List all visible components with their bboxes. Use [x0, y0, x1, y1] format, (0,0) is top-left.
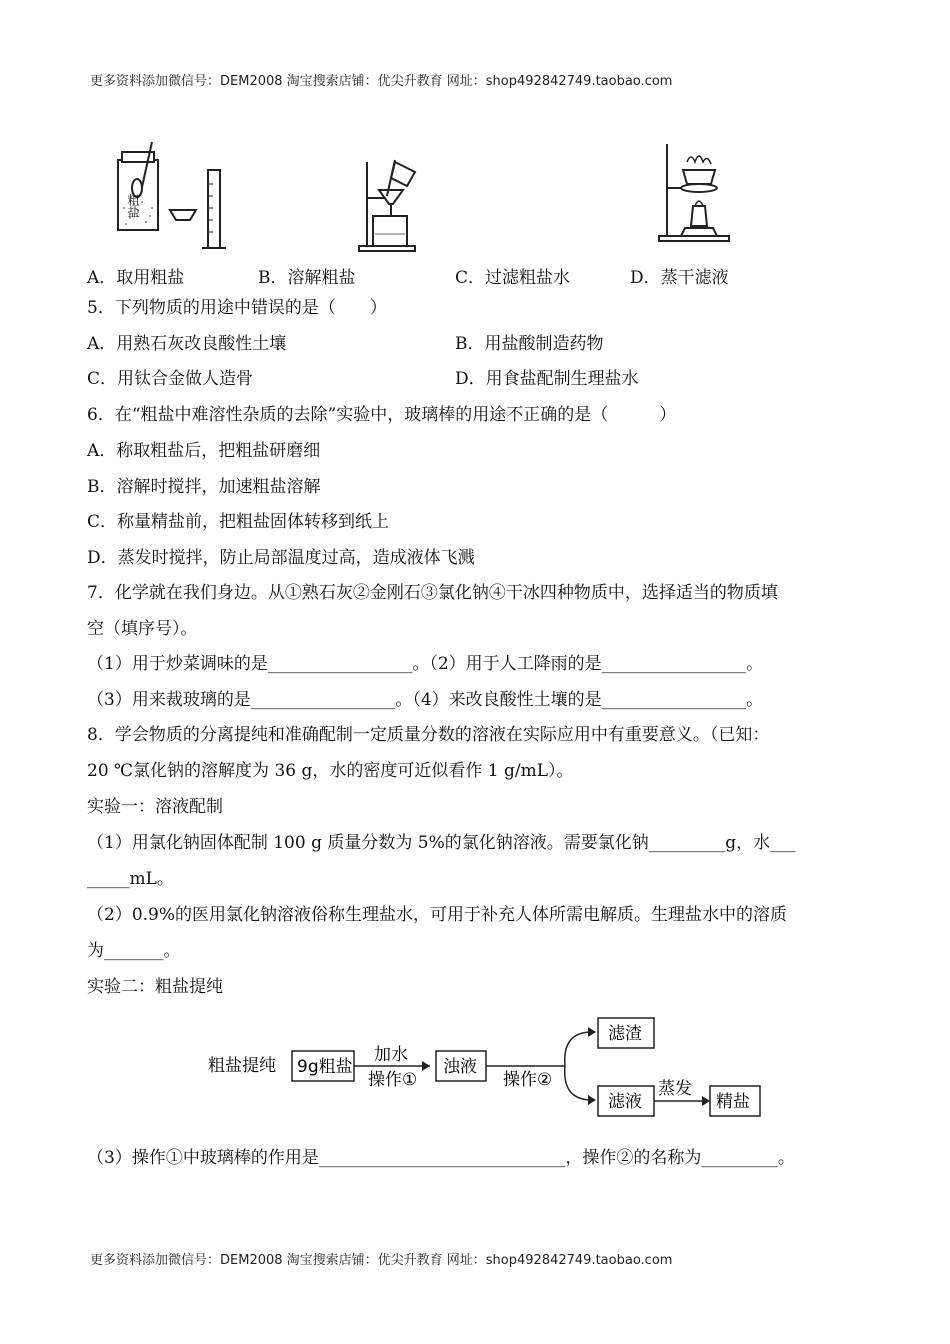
q8-part-1a: （1）用氯化钠固体配制 100 g 质量分数为 5%的氯化钠溶液。需要氯化钠_________g，水___ — [87, 833, 796, 853]
q6-stem: 6．在“粗盐中难溶性杂质的去除”实验中，玻璃棒的用途不正确的是（ ） — [87, 405, 677, 425]
flow-arrow2: 操作② — [503, 1070, 553, 1090]
q6-option-b: B．溶解时搅拌，加速粗盐溶解 — [87, 477, 321, 497]
q5-option-c: C．用钛合金做人造骨 — [87, 369, 254, 389]
q6-option-d: D．蒸发时搅拌，防止局部温度过高，造成液体飞溅 — [87, 548, 475, 568]
caption-a: A．取用粗盐 — [87, 268, 185, 288]
q5-option-a: A．用熟石灰改良酸性土壤 — [87, 334, 287, 354]
q7-part-1-2: （1）用于炒菜调味的是_________________。（2）用于人工降雨的是_________________。 — [87, 654, 764, 674]
flow-box-coarse-salt-label: 9g粗盐 — [297, 1057, 353, 1077]
figure-filter — [355, 150, 435, 259]
flow-box-turbid-label: 浊液 — [443, 1057, 477, 1077]
q8-stem-1: 8．学会物质的分离提纯和准确配制一定质量分数的溶液在实际应用中有重要意义。（已知： — [87, 725, 770, 745]
q5-stem: 5．下列物质的用途中错误的是（ ） — [87, 298, 387, 318]
q8-part-1b: _____mL。 — [87, 869, 174, 889]
caption-b: B．溶解粗盐 — [258, 268, 356, 288]
flow-arrow1-top: 加水 — [374, 1045, 408, 1065]
figure-take-salt — [110, 138, 250, 257]
q5-option-b: B．用盐酸制造药物 — [455, 334, 604, 354]
q7-stem-1: 7．化学就在我们身边。从①熟石灰②金刚石③氯化钠④干冰四种物质中，选择适当的物质填 — [87, 583, 778, 603]
q8-part-2a: （2）0.9%的医用氯化钠溶液俗称生理盐水，可用于补充人体所需电解质。生理盐水中的溶质 — [87, 905, 788, 925]
q8-stem-2: 20 ℃氯化钠的溶解度为 36 g，水的密度可近似看作 1 g/mL）。 — [87, 761, 574, 781]
q8-experiment-2: 实验二：粗盐提纯 — [87, 977, 223, 997]
q7-stem-2: 空（填序号）。 — [87, 619, 198, 639]
q8-part-3: （3）操作①中玻璃棒的作用是_____________________________，操作②的名称为_________。 — [87, 1148, 795, 1168]
salt-label: 粗盐 — [126, 194, 140, 218]
q5-option-d: D．用食盐配制生理盐水 — [455, 369, 639, 389]
q6-option-a: A．称取粗盐后，把粗盐研磨细 — [87, 441, 321, 461]
caption-c: C．过滤粗盐水 — [455, 268, 571, 288]
figure-evaporate — [655, 140, 735, 249]
flow-arrow1-bottom: 操作① — [368, 1070, 418, 1090]
q6-option-c: C．称量精盐前，把粗盐固体转移到纸上 — [87, 512, 390, 532]
q7-part-3-4: （3）用来裁玻璃的是_________________。（4）来改良酸性土壤的是_________________。 — [87, 690, 764, 710]
flow-box-refined-salt-label: 精盐 — [716, 1092, 750, 1112]
flow-box-filtrate-label: 滤液 — [608, 1092, 642, 1112]
page-footer: 更多资料添加微信号：DEM2008 淘宝搜索店铺：优尖升教育 网址：shop492842749.taobao.com — [90, 1253, 673, 1268]
flow-arrow3-top: 蒸发 — [658, 1079, 692, 1099]
page-header: 更多资料添加微信号：DEM2008 淘宝搜索店铺：优尖升教育 网址：shop492842749.taobao.com — [90, 74, 673, 89]
caption-d: D．蒸干滤液 — [630, 268, 729, 288]
flow-diagram — [200, 1010, 780, 1129]
flow-box-residue-label: 滤渣 — [608, 1024, 642, 1044]
flow-title: 粗盐提纯 — [208, 1056, 276, 1076]
q8-part-2b: 为_______。 — [87, 941, 181, 961]
q8-experiment-1: 实验一：溶液配制 — [87, 797, 223, 817]
